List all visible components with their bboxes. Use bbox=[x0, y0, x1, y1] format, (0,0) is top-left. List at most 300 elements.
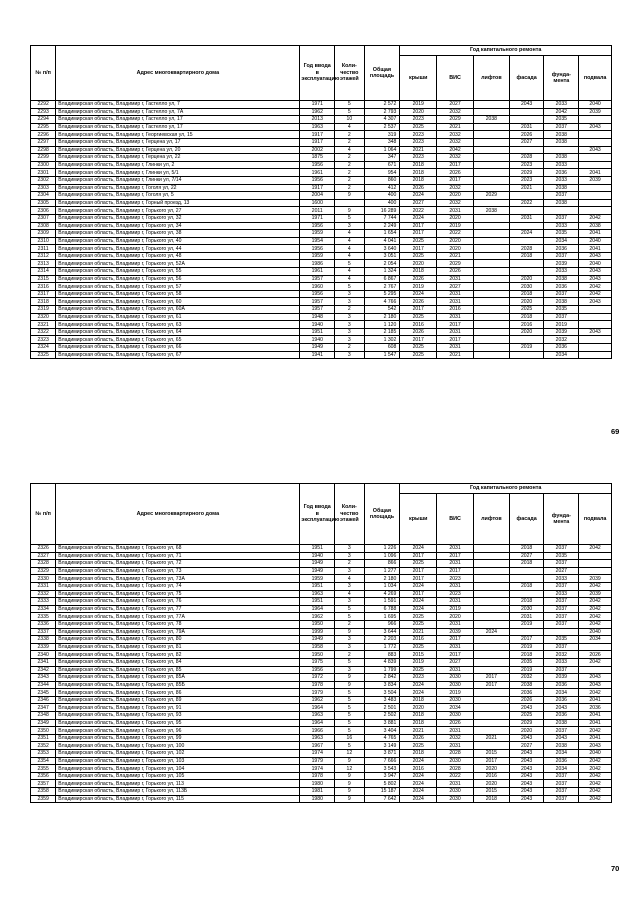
header-facade: фасада bbox=[509, 56, 544, 101]
table-row bbox=[31, 275, 612, 283]
cell-address: Владимирская область, Владимир г, Горького ул, 80 bbox=[56, 636, 300, 644]
cell-foundation-year: 2036 bbox=[544, 245, 579, 253]
cell-year: 1999 bbox=[300, 628, 335, 636]
cell-row-num: 2327 bbox=[31, 552, 56, 560]
cell-foundation-year: 2034 bbox=[544, 237, 579, 245]
cell-basement-year: 2042 bbox=[579, 765, 612, 773]
cell-floors: 3 bbox=[335, 298, 364, 306]
cell-vis-year: 2022 bbox=[437, 772, 474, 780]
cell-lift-year bbox=[473, 620, 509, 628]
cell-area: 3 640 bbox=[364, 245, 400, 253]
cell-row-num: 2341 bbox=[31, 658, 56, 666]
cell-basement-year: 2043 bbox=[579, 268, 612, 276]
header-basement: подвала bbox=[579, 494, 612, 545]
cell-facade-year: 2043 bbox=[509, 757, 544, 765]
cell-vis-year: 2030 bbox=[437, 788, 474, 796]
cell-area: 866 bbox=[364, 560, 400, 568]
cell-lift-year bbox=[473, 598, 509, 606]
cell-roof-year: 2016 bbox=[400, 636, 437, 644]
cell-area: 1 034 bbox=[364, 582, 400, 590]
cell-row-num: 2313 bbox=[31, 260, 56, 268]
cell-foundation-year: 2039 bbox=[544, 674, 579, 682]
repair-table-container bbox=[30, 483, 612, 803]
cell-basement-year: 2041 bbox=[579, 696, 612, 704]
table-row bbox=[31, 146, 612, 154]
header-area: Общая площадь bbox=[364, 46, 400, 101]
cell-roof-year: 2023 bbox=[400, 116, 437, 124]
table-row bbox=[31, 712, 612, 720]
cell-basement-year: 2042 bbox=[579, 658, 612, 666]
cell-basement-year: 2042 bbox=[579, 689, 612, 697]
cell-area: 1 591 bbox=[364, 598, 400, 606]
cell-address: Владимирская область, Владимир г, Горького ул, 48 bbox=[56, 252, 300, 260]
cell-vis-year: 2017 bbox=[437, 651, 474, 659]
cell-lift-year bbox=[473, 138, 509, 146]
cell-roof-year: 2020 bbox=[400, 260, 437, 268]
cell-year: 2011 bbox=[300, 207, 335, 215]
cell-row-num: 2336 bbox=[31, 620, 56, 628]
header-repair-group: Год капитального ремонта bbox=[400, 484, 612, 494]
cell-foundation-year: 2037 bbox=[544, 582, 579, 590]
cell-floors: 4 bbox=[335, 268, 364, 276]
cell-year: 1962 bbox=[300, 696, 335, 704]
cell-facade-year: 2043 bbox=[509, 101, 544, 109]
cell-row-num: 2301 bbox=[31, 169, 56, 177]
cell-area: 2 249 bbox=[364, 222, 400, 230]
cell-address: Владимирская область, Владимир г, Горького ул, 55 bbox=[56, 268, 300, 276]
cell-lift-year bbox=[473, 689, 509, 697]
cell-foundation-year: 2037 bbox=[544, 605, 579, 613]
cell-address: Владимирская область, Владимир г, Горького ул, 61 bbox=[56, 313, 300, 321]
cell-vis-year: 2017 bbox=[437, 336, 474, 344]
header-vis: ВИС bbox=[437, 494, 474, 545]
cell-vis-year: 2017 bbox=[437, 636, 474, 644]
cell-year: 1959 bbox=[300, 252, 335, 260]
cell-area: 15 187 bbox=[364, 788, 400, 796]
cell-facade-year bbox=[509, 116, 544, 124]
cell-address: Владимирская область, Владимир г, Горького ул, 84 bbox=[56, 658, 300, 666]
cell-roof-year: 2016 bbox=[400, 765, 437, 773]
cell-foundation-year: 2035 bbox=[544, 116, 579, 124]
cell-facade-year: 2043 bbox=[509, 788, 544, 796]
cell-year: 1979 bbox=[300, 689, 335, 697]
cell-lift-year: 2021 bbox=[473, 734, 509, 742]
cell-facade-year: 2023 bbox=[509, 161, 544, 169]
cell-vis-year: 2027 bbox=[437, 283, 474, 291]
cell-facade-year bbox=[509, 268, 544, 276]
table-row bbox=[31, 351, 612, 359]
table-row bbox=[31, 161, 612, 169]
cell-basement-year: 2040 bbox=[579, 750, 612, 758]
cell-year: 1966 bbox=[300, 727, 335, 735]
cell-floors: 9 bbox=[335, 772, 364, 780]
cell-vis-year: 2028 bbox=[437, 750, 474, 758]
cell-foundation-year: 2036 bbox=[544, 757, 579, 765]
cell-vis-year: 2032 bbox=[437, 734, 474, 742]
cell-area: 1 277 bbox=[364, 567, 400, 575]
table-row bbox=[31, 298, 612, 306]
cell-lift-year bbox=[473, 552, 509, 560]
cell-year: 1940 bbox=[300, 336, 335, 344]
cell-address: Владимирская область, Владимир г, Глинки ул, 5/1 bbox=[56, 169, 300, 177]
cell-foundation-year: 2033 bbox=[544, 590, 579, 598]
document-page-69 bbox=[0, 0, 640, 452]
cell-year: 1974 bbox=[300, 765, 335, 773]
cell-address: Владимирская область, Владимир г, Горького ул, 75 bbox=[56, 590, 300, 598]
cell-address: Владимирская область, Владимир г, Горького ул, 96 bbox=[56, 727, 300, 735]
table-row bbox=[31, 757, 612, 765]
cell-lift-year bbox=[473, 176, 509, 184]
cell-foundation-year: 2038 bbox=[544, 131, 579, 139]
cell-year: 1917 bbox=[300, 138, 335, 146]
cell-basement-year: 2042 bbox=[579, 757, 612, 765]
cell-basement-year: 2043 bbox=[579, 328, 612, 336]
cell-lift-year: 2018 bbox=[473, 795, 509, 803]
cell-vis-year: 2021 bbox=[437, 252, 474, 260]
cell-vis-year: 2031 bbox=[437, 643, 474, 651]
cell-lift-year bbox=[473, 214, 509, 222]
cell-year: 1956 bbox=[300, 666, 335, 674]
cell-vis-year: 2031 bbox=[437, 298, 474, 306]
table-row bbox=[31, 598, 612, 606]
cell-vis-year: 2031 bbox=[437, 328, 474, 336]
cell-facade-year: 2026 bbox=[509, 696, 544, 704]
cell-area: 1 324 bbox=[364, 268, 400, 276]
cell-floors: 16 bbox=[335, 734, 364, 742]
cell-address: Владимирская область, Владимир г, Горького ул, 52А bbox=[56, 260, 300, 268]
cell-row-num: 2347 bbox=[31, 704, 56, 712]
cell-year: 2013 bbox=[300, 116, 335, 124]
cell-foundation-year: 2038 bbox=[544, 298, 579, 306]
cell-vis-year: 2032 bbox=[437, 131, 474, 139]
cell-facade-year: 2043 bbox=[509, 734, 544, 742]
cell-year: 1948 bbox=[300, 313, 335, 321]
table-body bbox=[31, 101, 612, 359]
cell-address: Владимирская область, Владимир г, Гоголя ул, 5 bbox=[56, 192, 300, 200]
cell-foundation-year: 2037 bbox=[544, 772, 579, 780]
cell-basement-year bbox=[579, 336, 612, 344]
cell-floors: 5 bbox=[335, 605, 364, 613]
cell-lift-year bbox=[473, 268, 509, 276]
cell-foundation-year: 2034 bbox=[544, 351, 579, 359]
cell-lift-year bbox=[473, 290, 509, 298]
cell-area: 4 041 bbox=[364, 237, 400, 245]
header-area: Общая площадь bbox=[364, 484, 400, 545]
cell-basement-year bbox=[579, 321, 612, 329]
cell-roof-year: 2017 bbox=[400, 230, 437, 238]
cell-row-num: 2328 bbox=[31, 560, 56, 568]
cell-basement-year bbox=[579, 161, 612, 169]
cell-year: 1951 bbox=[300, 328, 335, 336]
cell-year: 1959 bbox=[300, 575, 335, 583]
cell-area: 1 120 bbox=[364, 321, 400, 329]
cell-vis-year: 2022 bbox=[437, 230, 474, 238]
cell-address: Владимирская область, Владимир г, Горького ул, 100 bbox=[56, 742, 300, 750]
cell-facade-year bbox=[509, 192, 544, 200]
cell-basement-year: 2040 bbox=[579, 101, 612, 109]
table-row bbox=[31, 321, 612, 329]
cell-basement-year: 2039 bbox=[579, 176, 612, 184]
table-body bbox=[31, 545, 612, 803]
cell-year: 1975 bbox=[300, 658, 335, 666]
cell-address: Владимирская область, Владимир г, Горького ул, 74 bbox=[56, 582, 300, 590]
cell-address: Владимирская область, Владимир г, Глинки ул, 7/14 bbox=[56, 176, 300, 184]
cell-floors: 2 bbox=[335, 620, 364, 628]
cell-facade-year: 2018 bbox=[509, 598, 544, 606]
cell-roof-year: 2019 bbox=[400, 101, 437, 109]
cell-area: 3 881 bbox=[364, 719, 400, 727]
cell-facade-year: 2029 bbox=[509, 719, 544, 727]
cell-year: 1957 bbox=[300, 275, 335, 283]
cell-foundation-year: 2037 bbox=[544, 795, 579, 803]
cell-row-num: 2317 bbox=[31, 290, 56, 298]
cell-year: 1961 bbox=[300, 268, 335, 276]
cell-row-num: 2304 bbox=[31, 192, 56, 200]
header-foundation: фунда-мента bbox=[544, 56, 579, 101]
cell-vis-year: 2030 bbox=[437, 674, 474, 682]
cell-year: 1981 bbox=[300, 788, 335, 796]
cell-area: 412 bbox=[364, 184, 400, 192]
cell-address: Владимирская область, Владимир г, Горького ул, 58 bbox=[56, 290, 300, 298]
table-row bbox=[31, 230, 612, 238]
cell-vis-year: 2034 bbox=[437, 704, 474, 712]
cell-roof-year: 2021 bbox=[400, 146, 437, 154]
cell-address: Владимирская область, Владимир г, Горького ул, 77 bbox=[56, 605, 300, 613]
cell-basement-year: 2042 bbox=[579, 780, 612, 788]
table-row bbox=[31, 199, 612, 207]
cell-row-num: 2339 bbox=[31, 643, 56, 651]
cell-row-num: 2359 bbox=[31, 795, 56, 803]
cell-vis-year: 2039 bbox=[437, 628, 474, 636]
cell-facade-year bbox=[509, 336, 544, 344]
cell-address: Владимирская область, Владимир г, Герцена ул, 22 bbox=[56, 154, 300, 162]
cell-address: Владимирская область, Владимир г, Горького ул, 78 bbox=[56, 620, 300, 628]
cell-vis-year: 2031 bbox=[437, 620, 474, 628]
cell-foundation-year: 2036 bbox=[544, 344, 579, 352]
cell-basement-year: 2039 bbox=[579, 575, 612, 583]
cell-facade-year: 2027 bbox=[509, 552, 544, 560]
cell-floors: 4 bbox=[335, 575, 364, 583]
cell-facade-year bbox=[509, 567, 544, 575]
cell-floors: 10 bbox=[335, 116, 364, 124]
header-repair-group: Год капитального ремонта bbox=[400, 46, 612, 56]
cell-floors: 5 bbox=[335, 704, 364, 712]
cell-address: Владимирская область, Владимир г, Горького ул, 82 bbox=[56, 651, 300, 659]
cell-floors: 9 bbox=[335, 192, 364, 200]
cell-roof-year: 2024 bbox=[400, 192, 437, 200]
cell-lift-year bbox=[473, 199, 509, 207]
cell-foundation-year: 2038 bbox=[544, 742, 579, 750]
cell-vis-year: 2021 bbox=[437, 123, 474, 131]
cell-basement-year bbox=[579, 184, 612, 192]
cell-lift-year: 2015 bbox=[473, 750, 509, 758]
cell-year: 1967 bbox=[300, 742, 335, 750]
cell-row-num: 2355 bbox=[31, 765, 56, 773]
cell-lift-year bbox=[473, 328, 509, 336]
cell-floors: 9 bbox=[335, 757, 364, 765]
cell-year: 1972 bbox=[300, 674, 335, 682]
cell-floors: 4 bbox=[335, 146, 364, 154]
cell-foundation-year: 2037 bbox=[544, 192, 579, 200]
cell-row-num: 2315 bbox=[31, 275, 56, 283]
cell-facade-year: 2018 bbox=[509, 313, 544, 321]
cell-lift-year bbox=[473, 582, 509, 590]
cell-year: 1980 bbox=[300, 780, 335, 788]
cell-row-num: 2293 bbox=[31, 108, 56, 116]
cell-row-num: 2325 bbox=[31, 351, 56, 359]
cell-roof-year: 2025 bbox=[400, 252, 437, 260]
cell-foundation-year: 2036 bbox=[544, 169, 579, 177]
cell-area: 883 bbox=[364, 651, 400, 659]
cell-floors: 2 bbox=[335, 560, 364, 568]
cell-foundation-year: 2037 bbox=[544, 666, 579, 674]
table-row bbox=[31, 207, 612, 215]
table-row bbox=[31, 169, 612, 177]
table-row bbox=[31, 552, 612, 560]
cell-area: 319 bbox=[364, 131, 400, 139]
cell-lift-year: 2017 bbox=[473, 674, 509, 682]
cell-address: Владимирская область, Владимир г, Горького ул, 103 bbox=[56, 757, 300, 765]
cell-basement-year: 2041 bbox=[579, 719, 612, 727]
cell-facade-year: 2038 bbox=[509, 681, 544, 689]
cell-year: 1949 bbox=[300, 560, 335, 568]
cell-area: 3 871 bbox=[364, 750, 400, 758]
cell-address: Владимирская область, Владимир г, Горького ул, 89 bbox=[56, 696, 300, 704]
header-address: Адрес многоквартирного дома bbox=[56, 484, 300, 545]
cell-area: 4 765 bbox=[364, 734, 400, 742]
cell-foundation-year: 2038 bbox=[544, 719, 579, 727]
cell-row-num: 2346 bbox=[31, 696, 56, 704]
cell-year: 1956 bbox=[300, 245, 335, 253]
cell-address: Владимирская область, Владимир г, Горького ул, 95 bbox=[56, 719, 300, 727]
cell-year: 1951 bbox=[300, 545, 335, 553]
cell-area: 6 867 bbox=[364, 275, 400, 283]
cell-roof-year: 2017 bbox=[400, 590, 437, 598]
cell-foundation-year: 2033 bbox=[544, 268, 579, 276]
cell-row-num: 2351 bbox=[31, 734, 56, 742]
table-row bbox=[31, 131, 612, 139]
cell-basement-year bbox=[579, 154, 612, 162]
cell-area: 966 bbox=[364, 620, 400, 628]
cell-facade-year bbox=[509, 260, 544, 268]
header-roof: крыши bbox=[400, 494, 437, 545]
cell-vis-year: 2026 bbox=[437, 169, 474, 177]
cell-lift-year: 2038 bbox=[473, 116, 509, 124]
cell-row-num: 2344 bbox=[31, 681, 56, 689]
cell-floors: 2 bbox=[335, 131, 364, 139]
cell-vis-year: 2020 bbox=[437, 192, 474, 200]
cell-floors: 9 bbox=[335, 788, 364, 796]
cell-area: 3 834 bbox=[364, 681, 400, 689]
cell-basement-year: 2041 bbox=[579, 734, 612, 742]
cell-floors: 2 bbox=[335, 138, 364, 146]
cell-floors: 5 bbox=[335, 742, 364, 750]
cell-row-num: 2323 bbox=[31, 336, 56, 344]
table-row bbox=[31, 237, 612, 245]
cell-foundation-year: 2037 bbox=[544, 643, 579, 651]
cell-year: 1964 bbox=[300, 719, 335, 727]
cell-year: 1979 bbox=[300, 757, 335, 765]
table-row bbox=[31, 742, 612, 750]
cell-area: 4 839 bbox=[364, 658, 400, 666]
cell-facade-year: 2031 bbox=[509, 123, 544, 131]
cell-roof-year: 2024 bbox=[400, 582, 437, 590]
cell-row-num: 2356 bbox=[31, 772, 56, 780]
cell-row-num: 2350 bbox=[31, 727, 56, 735]
cell-foundation-year: 2036 bbox=[544, 696, 579, 704]
cell-floors: 4 bbox=[335, 590, 364, 598]
cell-lift-year bbox=[473, 123, 509, 131]
cell-row-num: 2322 bbox=[31, 328, 56, 336]
cell-address: Владимирская область, Владимир г, Георгиевская ул, 15 bbox=[56, 131, 300, 139]
cell-row-num: 2314 bbox=[31, 268, 56, 276]
cell-foundation-year: 2019 bbox=[544, 321, 579, 329]
cell-roof-year: 2024 bbox=[400, 788, 437, 796]
cell-vis-year: 2017 bbox=[437, 176, 474, 184]
cell-vis-year: 2042 bbox=[437, 146, 474, 154]
cell-floors: 3 bbox=[335, 666, 364, 674]
table-row bbox=[31, 651, 612, 659]
cell-floors: 2 bbox=[335, 184, 364, 192]
table-row bbox=[31, 658, 612, 666]
cell-row-num: 2308 bbox=[31, 222, 56, 230]
document-page-70 bbox=[0, 453, 640, 905]
cell-vis-year: 2032 bbox=[437, 138, 474, 146]
cell-basement-year: 2042 bbox=[579, 727, 612, 735]
cell-basement-year: 2040 bbox=[579, 237, 612, 245]
cell-basement-year: 2043 bbox=[579, 681, 612, 689]
cell-roof-year: 2024 bbox=[400, 757, 437, 765]
cell-vis-year: 2020 bbox=[437, 245, 474, 253]
table-row bbox=[31, 750, 612, 758]
cell-roof-year: 2025 bbox=[400, 344, 437, 352]
cell-lift-year bbox=[473, 275, 509, 283]
cell-basement-year: 2042 bbox=[579, 214, 612, 222]
cell-lift-year bbox=[473, 131, 509, 139]
cell-lift-year: 2020 bbox=[473, 780, 509, 788]
cell-address: Владимирская область, Владимир г, Горького ул, 85Б bbox=[56, 681, 300, 689]
cell-vis-year: 2032 bbox=[437, 199, 474, 207]
cell-facade-year: 2020 bbox=[509, 727, 544, 735]
cell-address: Владимирская область, Владимир г, Герцена ул, 17 bbox=[56, 138, 300, 146]
table-row bbox=[31, 184, 612, 192]
cell-lift-year bbox=[473, 161, 509, 169]
cell-row-num: 2345 bbox=[31, 689, 56, 697]
cell-vis-year: 2032 bbox=[437, 154, 474, 162]
cell-row-num: 2299 bbox=[31, 154, 56, 162]
cell-foundation-year: 2037 bbox=[544, 598, 579, 606]
cell-year: 1956 bbox=[300, 161, 335, 169]
cell-lift-year bbox=[473, 651, 509, 659]
cell-year: 2004 bbox=[300, 192, 335, 200]
cell-lift-year: 2024 bbox=[473, 628, 509, 636]
cell-floors: 2 bbox=[335, 176, 364, 184]
cell-roof-year: 2021 bbox=[400, 628, 437, 636]
cell-address: Владимирская область, Владимир г, Горького ул, 85 bbox=[56, 666, 300, 674]
cell-foundation-year: 2038 bbox=[544, 199, 579, 207]
cell-vis-year: 2031 bbox=[437, 780, 474, 788]
cell-facade-year: 2043 bbox=[509, 780, 544, 788]
cell-vis-year: 2020 bbox=[437, 613, 474, 621]
cell-foundation-year: 2035 bbox=[544, 230, 579, 238]
cell-year: 1971 bbox=[300, 214, 335, 222]
cell-floors bbox=[335, 199, 364, 207]
cell-foundation-year: 2038 bbox=[544, 275, 579, 283]
cell-floors: 2 bbox=[335, 651, 364, 659]
cell-foundation-year: 2037 bbox=[544, 123, 579, 131]
cell-area: 2 767 bbox=[364, 283, 400, 291]
cell-row-num: 2294 bbox=[31, 116, 56, 124]
